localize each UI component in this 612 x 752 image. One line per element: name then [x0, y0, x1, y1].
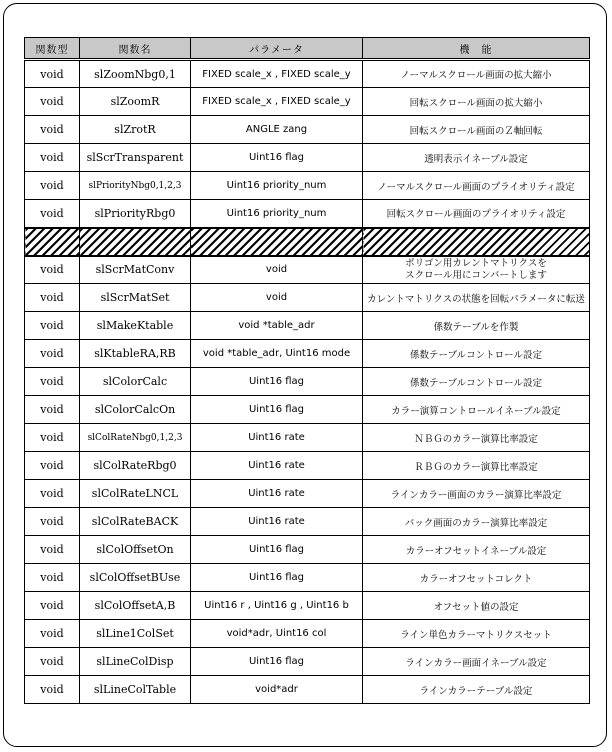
cell-function-name: slLineColTable — [80, 676, 191, 704]
cell-function-desc: ＲＢＧのカラー演算比率設定 — [363, 452, 590, 480]
cell-return-type: void — [25, 508, 80, 536]
cell-function-desc: 係数テーブルコントロール設定 — [363, 340, 590, 368]
cell-function-name: slScrTransparent — [80, 144, 191, 172]
desc-line-2: スクロール用にコンバートします — [405, 269, 547, 281]
function-table — [24, 37, 590, 704]
cell-parameters: FIXED scale_x , FIXED scale_y — [191, 88, 363, 116]
cell-parameters: void — [191, 256, 363, 284]
cell-parameters: Uint16 priority_num — [191, 200, 363, 228]
cell-return-type: void — [25, 368, 80, 396]
cell-function-name: slColOffsetBUse — [80, 564, 191, 592]
cell-function-desc: ＮＢＧのカラー演算比率設定 — [363, 424, 590, 452]
cell-function-name: slLineColDisp — [80, 648, 191, 676]
cell-function-desc: ノーマルスクロール画面の拡大縮小 — [363, 60, 590, 88]
cell-return-type: void — [25, 536, 80, 564]
cell-function-desc: 透明表示イネーブル設定 — [363, 144, 590, 172]
cell-return-type: void — [25, 480, 80, 508]
cell-function-name: slColOffsetA,B — [80, 592, 191, 620]
cell-parameters: Uint16 flag — [191, 648, 363, 676]
table-row — [25, 620, 590, 648]
table-row — [25, 88, 590, 116]
cell-parameters: Uint16 flag — [191, 536, 363, 564]
table-body-bottom — [25, 256, 590, 704]
cell-function-name: slColRateLNCL — [80, 480, 191, 508]
table-row — [25, 368, 590, 396]
cell-function-name: slZoomNbg0,1 — [80, 60, 191, 88]
cell-return-type: void — [25, 312, 80, 340]
cell-function-name: slLine1ColSet — [80, 620, 191, 648]
cell-return-type: void — [25, 60, 80, 88]
table-row — [25, 424, 590, 452]
table-row — [25, 564, 590, 592]
cell-function-desc: ラインカラーテーブル設定 — [363, 676, 590, 704]
cell-function-desc: カラー演算コントロールイネーブル設定 — [363, 396, 590, 424]
cell-return-type: void — [25, 88, 80, 116]
cell-return-type: void — [25, 424, 80, 452]
cell-function-name: slColRateRbg0 — [80, 452, 191, 480]
cell-function-desc: 回転スクロール画面のプライオリティ設定 — [363, 200, 590, 228]
hatch-cell — [363, 228, 590, 256]
cell-function-desc: オフセット値の設定 — [363, 592, 590, 620]
table-row — [25, 116, 590, 144]
cell-function-name: slColOffsetOn — [80, 536, 191, 564]
cell-function-name: slKtableRA,RB — [80, 340, 191, 368]
hatch-cell — [191, 228, 363, 256]
hatched-separator-row — [25, 228, 590, 256]
table-row — [25, 480, 590, 508]
header-function-name: 関数名 — [80, 38, 191, 60]
cell-return-type: void — [25, 172, 80, 200]
cell-parameters: Uint16 rate — [191, 508, 363, 536]
table-row — [25, 592, 590, 620]
table-row — [25, 452, 590, 480]
cell-function-desc: カラーオフセットイネーブル設定 — [363, 536, 590, 564]
cell-function-desc: 係数テーブルコントロール設定 — [363, 368, 590, 396]
table-row — [25, 648, 590, 676]
cell-function-name: slScrMatConv — [80, 256, 191, 284]
cell-parameters: void*adr — [191, 676, 363, 704]
hatched-separator — [25, 228, 590, 256]
table-row — [25, 284, 590, 312]
table-row — [25, 144, 590, 172]
cell-function-desc: 係数テーブルを作製 — [363, 312, 590, 340]
cell-parameters: Uint16 priority_num — [191, 172, 363, 200]
table-row — [25, 60, 590, 88]
cell-function-name: slColRateBACK — [80, 508, 191, 536]
cell-function-name: slZoomR — [80, 88, 191, 116]
cell-parameters: Uint16 rate — [191, 480, 363, 508]
cell-return-type: void — [25, 648, 80, 676]
cell-return-type: void — [25, 256, 80, 284]
cell-return-type: void — [25, 592, 80, 620]
cell-function-desc: カラーオフセットコレクト — [363, 564, 590, 592]
cell-parameters: ANGLE zang — [191, 116, 363, 144]
table-row — [25, 312, 590, 340]
desc-line-1: ポリゴン用カレントマトリクスを — [405, 257, 547, 269]
cell-parameters: void — [191, 284, 363, 312]
header-function-desc: 機 能 — [363, 38, 590, 60]
cell-function-name: slColRateNbg0,1,2,3 — [80, 424, 191, 452]
cell-return-type: void — [25, 116, 80, 144]
cell-return-type: void — [25, 340, 80, 368]
cell-return-type: void — [25, 200, 80, 228]
hatch-cell — [80, 228, 191, 256]
cell-function-desc: カレントマトリクスの状態を回転パラメータに転送 — [363, 284, 590, 312]
cell-parameters: void *table_adr, Uint16 mode — [191, 340, 363, 368]
table-row — [25, 676, 590, 704]
cell-parameters: FIXED scale_x , FIXED scale_y — [191, 60, 363, 88]
table-body-top — [25, 60, 590, 228]
cell-function-name: slColorCalc — [80, 368, 191, 396]
table-row — [25, 200, 590, 228]
cell-function-desc: 回転スクロール画面のＺ軸回転 — [363, 116, 590, 144]
cell-parameters: Uint16 flag — [191, 368, 363, 396]
cell-function-desc: ノーマルスクロール画面のプライオリティ設定 — [363, 172, 590, 200]
cell-parameters: void *table_adr — [191, 312, 363, 340]
cell-function-desc: バック画面のカラー演算比率設定 — [363, 508, 590, 536]
cell-parameters: Uint16 rate — [191, 452, 363, 480]
cell-function-name: slMakeKtable — [80, 312, 191, 340]
table-row — [25, 508, 590, 536]
table-row — [25, 396, 590, 424]
cell-function-desc: 回転スクロール画面の拡大縮小 — [363, 88, 590, 116]
cell-return-type: void — [25, 284, 80, 312]
cell-function-desc: ラインカラー画面イネーブル設定 — [363, 648, 590, 676]
cell-function-desc: ライン単色カラーマトリクスセット — [363, 620, 590, 648]
table-row — [25, 536, 590, 564]
cell-function-name: slColorCalcOn — [80, 396, 191, 424]
cell-function-name: slZrotR — [80, 116, 191, 144]
cell-function-desc: ラインカラー画面のカラー演算比率設定 — [363, 480, 590, 508]
cell-return-type: void — [25, 564, 80, 592]
table-row — [25, 172, 590, 200]
header-parameters: パラメータ — [191, 38, 363, 60]
cell-function-name: slPriorityRbg0 — [80, 200, 191, 228]
cell-parameters: Uint16 flag — [191, 144, 363, 172]
cell-return-type: void — [25, 620, 80, 648]
cell-parameters: Uint16 rate — [191, 424, 363, 452]
cell-function-name: slScrMatSet — [80, 284, 191, 312]
table-header-row — [25, 38, 590, 60]
table-row — [25, 256, 590, 284]
cell-return-type: void — [25, 676, 80, 704]
cell-return-type: void — [25, 396, 80, 424]
cell-parameters: void*adr, Uint16 col — [191, 620, 363, 648]
cell-return-type: void — [25, 144, 80, 172]
cell-return-type: void — [25, 452, 80, 480]
cell-parameters: Uint16 flag — [191, 564, 363, 592]
header-return-type: 関数型 — [25, 38, 80, 60]
cell-function-desc — [363, 256, 590, 284]
cell-parameters: Uint16 r , Uint16 g , Uint16 b — [191, 592, 363, 620]
cell-function-name: slPriorityNbg0,1,2,3 — [80, 172, 191, 200]
table-row — [25, 340, 590, 368]
cell-parameters: Uint16 flag — [191, 396, 363, 424]
hatch-cell — [25, 228, 80, 256]
